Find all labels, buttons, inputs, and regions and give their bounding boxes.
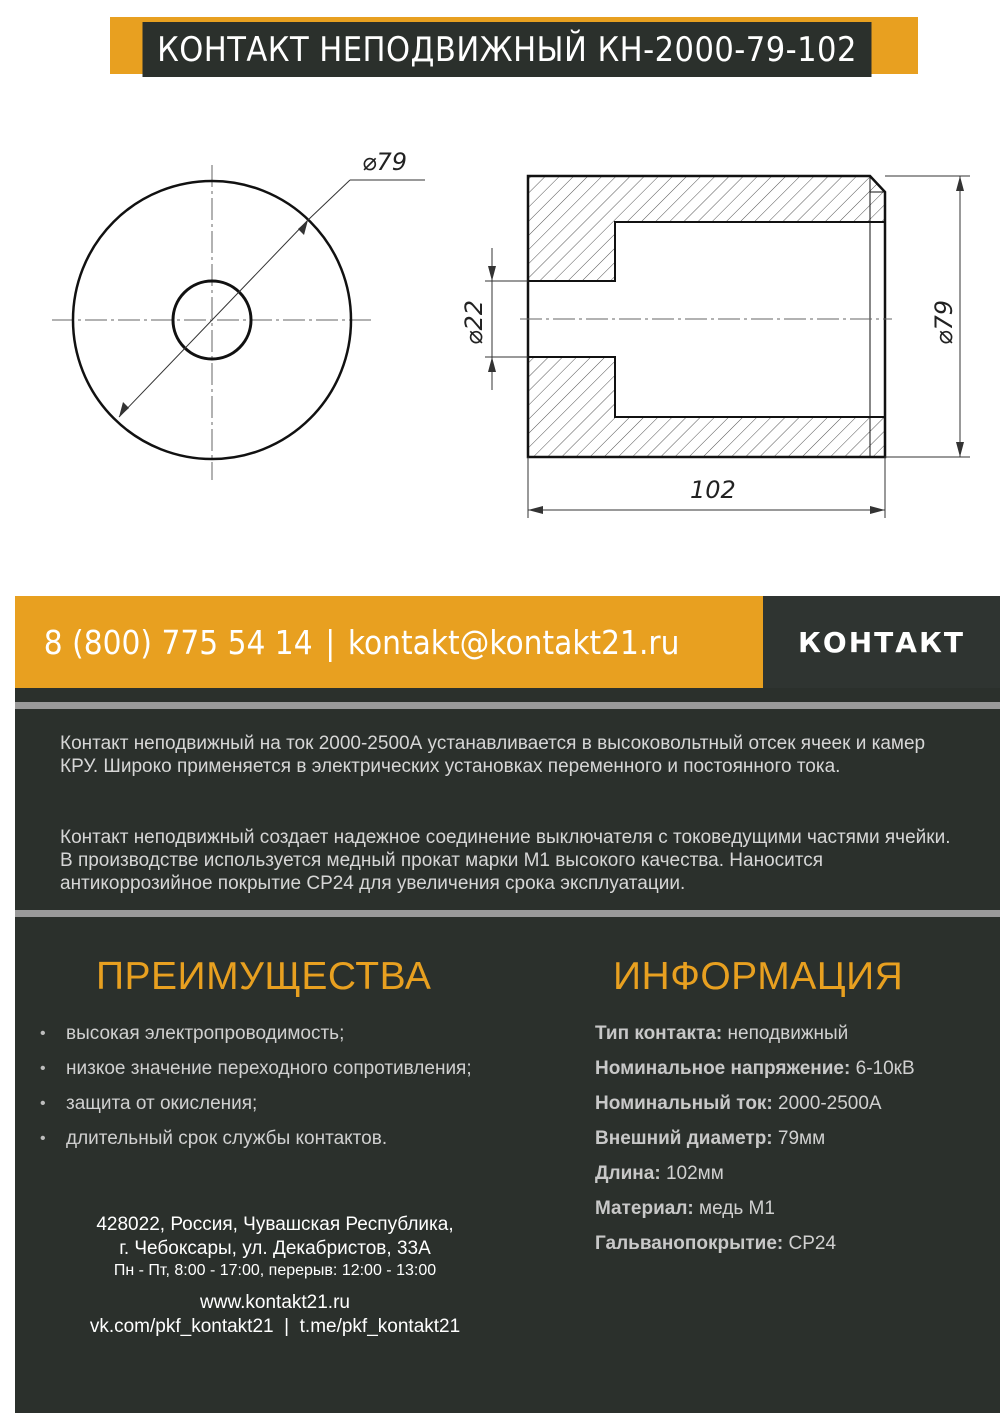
bullet-icon: • <box>40 1130 46 1147</box>
technical-drawing <box>0 120 1000 540</box>
list-item: • защита от окисления; <box>40 1090 472 1125</box>
bullet-icon: • <box>40 1025 46 1042</box>
info-row-current: Номинальный ток: 2000-2500А <box>595 1093 882 1114</box>
working-hours: Пн - Пт, 8:00 - 17:00, перерыв: 12:00 - 13:00 <box>113 1262 437 1279</box>
phone-number[interactable]: 8 (800) 775 54 14 <box>43 622 313 662</box>
info-row-type: Тип контакта: неподвижный <box>595 1023 849 1044</box>
address-block <box>40 1213 510 1281</box>
info-row-voltage: Номинальное напряжение: 6-10кВ <box>595 1058 915 1079</box>
description-paragraph-2: Контакт неподвижный создает надежное соединение выключателя с токоведущими частями ячейки. В производстве используется медный прокат марки М1 высокого качества. Наносится антикоррозийное покрытие СР24 для увеличения срока эксплуатации. <box>60 827 951 894</box>
hole-diameter-label: ⌀22 <box>460 300 488 345</box>
social-links[interactable]: vk.com/pkf_kontakt21 | t.me/pkf_kontakt21 <box>89 1316 461 1337</box>
email-address[interactable]: kontakt@kontakt21.ru <box>347 622 680 662</box>
divider-top <box>15 702 1000 709</box>
info-row-length: Длина: 102мм <box>595 1163 724 1184</box>
logo-text: КОНТАКТ <box>798 625 965 659</box>
bullet-icon: • <box>40 1060 46 1077</box>
address-line-2: г. Чебоксары, ул. Декабристов, 33А <box>119 1238 431 1259</box>
front-view <box>52 148 425 480</box>
website-link[interactable]: www.kontakt21.ru <box>200 1292 350 1313</box>
page-title: КОНТАКТ НЕПОДВИЖНЫЙ КН-2000-79-102 <box>143 22 872 77</box>
divider-bottom <box>15 910 1000 917</box>
advantages-title: ПРЕИМУЩЕСТВА <box>96 955 432 998</box>
info-title: ИНФОРМАЦИЯ <box>613 955 904 998</box>
bullet-icon: • <box>40 1095 46 1112</box>
info-row-diameter: Внешний диаметр: 79мм <box>595 1128 826 1149</box>
contact-separator: | <box>325 622 336 662</box>
list-item: • длительный срок службы контактов. <box>40 1125 472 1160</box>
info-row-coating: Гальванопокрытие: СР24 <box>595 1233 837 1254</box>
advantages-list <box>40 1020 472 1160</box>
list-item: • низкое значение переходного сопротивления; <box>40 1055 472 1090</box>
list-item: • высокая электропроводимость; <box>40 1020 472 1055</box>
front-diameter-label: ⌀79 <box>362 148 407 176</box>
length-label: 102 <box>690 476 736 504</box>
contact-bar <box>15 596 763 688</box>
links-block <box>40 1291 510 1339</box>
info-list <box>595 1020 915 1265</box>
outer-diameter-label: ⌀79 <box>930 300 958 345</box>
side-section-view <box>460 176 970 518</box>
info-row-material: Материал: медь М1 <box>595 1198 775 1219</box>
description-paragraph-1: Контакт неподвижный на ток 2000-2500А устанавливается в высоковольтный отсек ячеек и камер КРУ. Широко применяется в электрических установках переменного и постоянного тока. <box>60 733 926 777</box>
logo <box>763 596 1000 688</box>
address-line-1: 428022, Россия, Чувашская Республика, <box>96 1214 454 1235</box>
